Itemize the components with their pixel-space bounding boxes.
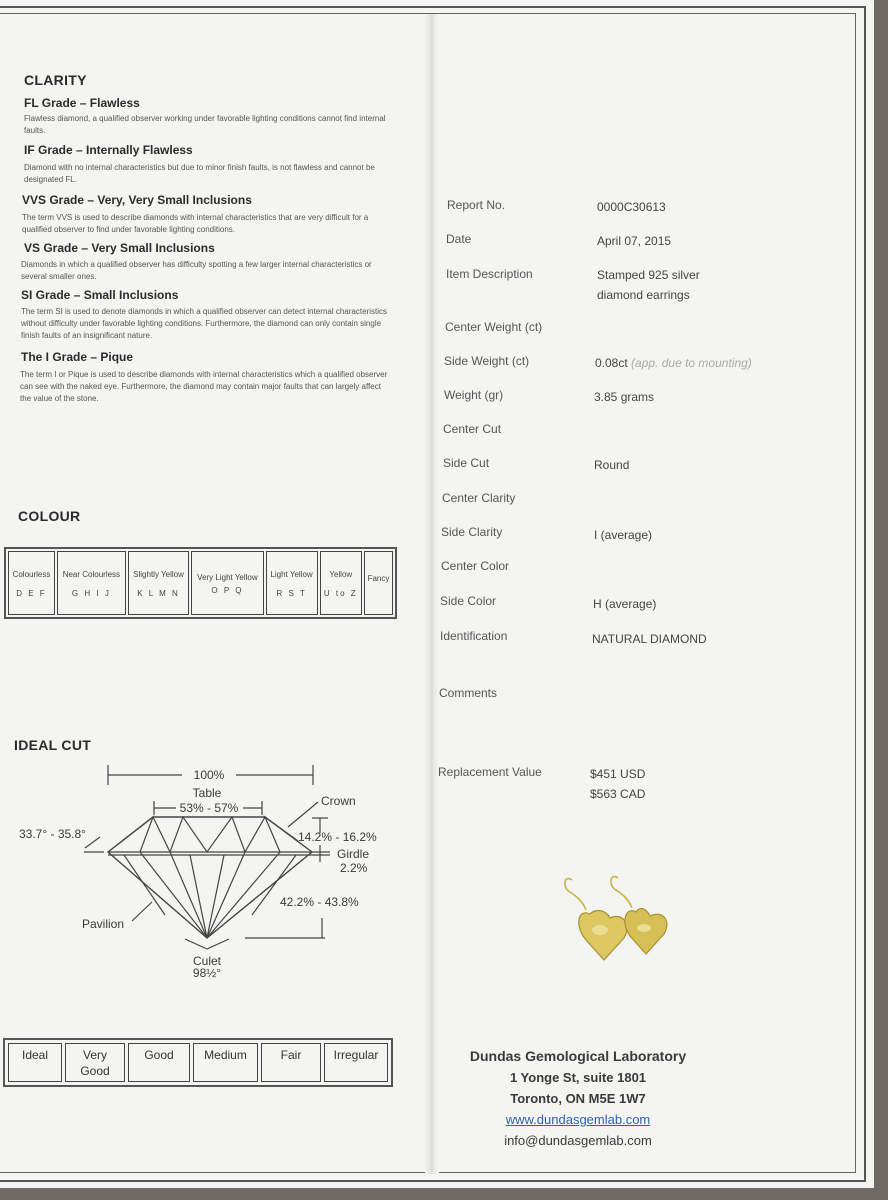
lab-name: Dundas Gemological Laboratory	[469, 1048, 687, 1064]
colour-title: COLOUR	[18, 508, 81, 524]
cut-grade-cell: Irregular	[324, 1043, 388, 1082]
item-description-label: Item Description	[446, 267, 533, 281]
colour-cell: Light Yellow R S T	[266, 551, 318, 615]
replacement-value-usd: $451 USD	[590, 767, 646, 781]
culet-label: Culet	[192, 954, 222, 968]
culet-pct-label: 98½°	[192, 966, 222, 980]
ideal-cut-title: IDEAL CUT	[14, 737, 92, 753]
report-no-value: 0000C30613	[597, 200, 666, 214]
lab-address-line1: 1 Yonge St, suite 1801	[509, 1070, 647, 1085]
table-label: Table	[192, 786, 222, 800]
item-description-value: Stamped 925 silver	[597, 268, 700, 282]
side-weight-value: 0.08ct (app. due to mounting)	[595, 356, 752, 370]
lab-info	[448, 1046, 708, 1151]
date-label: Date	[446, 232, 472, 246]
cut-grade-cell: Good	[128, 1043, 190, 1082]
side-weight-label: Side Weight (ct)	[444, 354, 530, 368]
center-clarity-label: Center Clarity	[442, 491, 516, 505]
pavilion-label: Pavilion	[82, 917, 125, 931]
grade-fl-heading: FL Grade – Flawless	[24, 96, 140, 110]
lab-email[interactable]: info@dundasgemlab.com	[504, 1133, 652, 1148]
grade-i-description: The term I or Pique is used to describe diamonds with internal characteristics which a qualified observer can see with the naked eye. Furthermore, the diamond may contain major faults that can largely affect the value of the stone.	[20, 370, 388, 403]
lab-website-link[interactable]: www.dundasgemlab.com	[505, 1112, 651, 1127]
grade-si-heading: SI Grade – Small Inclusions	[21, 288, 179, 302]
identification-label: Identification	[440, 629, 508, 643]
cut-grade-cell: Ideal	[8, 1043, 62, 1082]
center-cut-label: Center Cut	[443, 422, 502, 436]
page-fold	[425, 14, 439, 1174]
center-color-label: Center Color	[441, 559, 510, 573]
grade-vvs-description: The term VVS is used to describe diamonds with internal characteristics that are very difficult for a qualified observer to find under favorable lighting conditions.	[22, 213, 369, 234]
grade-vs-heading: VS Grade – Very Small Inclusions	[24, 241, 215, 255]
colour-scale	[4, 547, 397, 619]
width-label: 100%	[193, 768, 225, 782]
grade-si-description: The term SI is used to denote diamonds in which a qualified observer can detect internal characteristics without difficulty under favorable lighting conditions. Furthermore, the diamond can only contain single finish faults of an insignificant nature.	[21, 307, 387, 340]
date-value: April 07, 2015	[597, 234, 672, 248]
replacement-value-cad: $563 CAD	[590, 787, 646, 801]
identification-value: NATURAL DIAMOND	[592, 632, 707, 646]
grade-fl-description: Flawless diamond, a qualified observer working under favorable lighting conditions cannot find internal faults.	[24, 114, 386, 135]
colour-cell: Yellow U to Z	[320, 551, 362, 615]
colour-cell: Slightly Yellow K L M N	[128, 551, 189, 615]
colour-cell: Near Colourless G H I J	[57, 551, 126, 615]
replacement-value-label: Replacement Value	[438, 765, 542, 779]
pavilion-depth-label: 42.2% - 43.8%	[280, 895, 359, 909]
grade-i-heading: The I Grade – Pique	[21, 350, 134, 364]
cut-grade-cell: Very Good	[65, 1043, 125, 1082]
side-color-value: H (average)	[593, 597, 657, 611]
lab-address-line2: Toronto, ON M5E 1W7	[510, 1091, 646, 1106]
center-weight-label: Center Weight (ct)	[445, 320, 543, 334]
diamond-cut-diagram	[0, 755, 400, 985]
crown-angle-label: 33.7° - 35.8°	[19, 827, 86, 841]
side-color-label: Side Color	[440, 594, 497, 608]
clarity-title: CLARITY	[24, 72, 87, 88]
grade-vs-description: Diamonds in which a qualified observer has difficulty spotting a few larger internal characteristics or several smaller ones.	[21, 260, 372, 281]
crown-label: Crown	[321, 794, 356, 808]
side-clarity-value: I (average)	[594, 528, 653, 542]
side-weight-note: (app. due to mounting)	[631, 356, 752, 370]
girdle-label: Girdle	[337, 847, 370, 861]
colour-cell: Very Light Yellow O P Q	[191, 551, 263, 615]
weight-gr-value: 3.85 grams	[594, 390, 655, 404]
crown-height-label: 14.2% - 16.2%	[298, 830, 377, 844]
cut-grade-cell: Medium	[193, 1043, 258, 1082]
weight-gr-label: Weight (gr)	[444, 388, 504, 402]
colour-cell: Colourless D E F	[8, 551, 55, 615]
side-cut-label: Side Cut	[443, 456, 490, 470]
earrings-photo	[556, 870, 676, 970]
grade-if-description: Diamond with no internal characteristics but due to minor finish faults, is not flawless and cannot be designated FL.	[24, 163, 375, 184]
side-clarity-label: Side Clarity	[441, 525, 503, 539]
colour-cell: Fancy	[364, 551, 393, 615]
item-description-value-line2: diamond earrings	[597, 288, 690, 302]
cut-grade-cell: Fair	[261, 1043, 321, 1082]
grade-vvs-heading: VVS Grade – Very, Very Small Inclusions	[22, 193, 252, 207]
girdle-pct-label: 2.2%	[340, 861, 368, 875]
grade-if-heading: IF Grade – Internally Flawless	[24, 143, 193, 157]
comments-label: Comments	[439, 686, 498, 700]
report-no-label: Report No.	[447, 198, 506, 212]
table-range-label: 53% - 57%	[179, 801, 239, 815]
side-cut-value: Round	[594, 458, 630, 472]
cut-grade-scale	[3, 1038, 393, 1087]
